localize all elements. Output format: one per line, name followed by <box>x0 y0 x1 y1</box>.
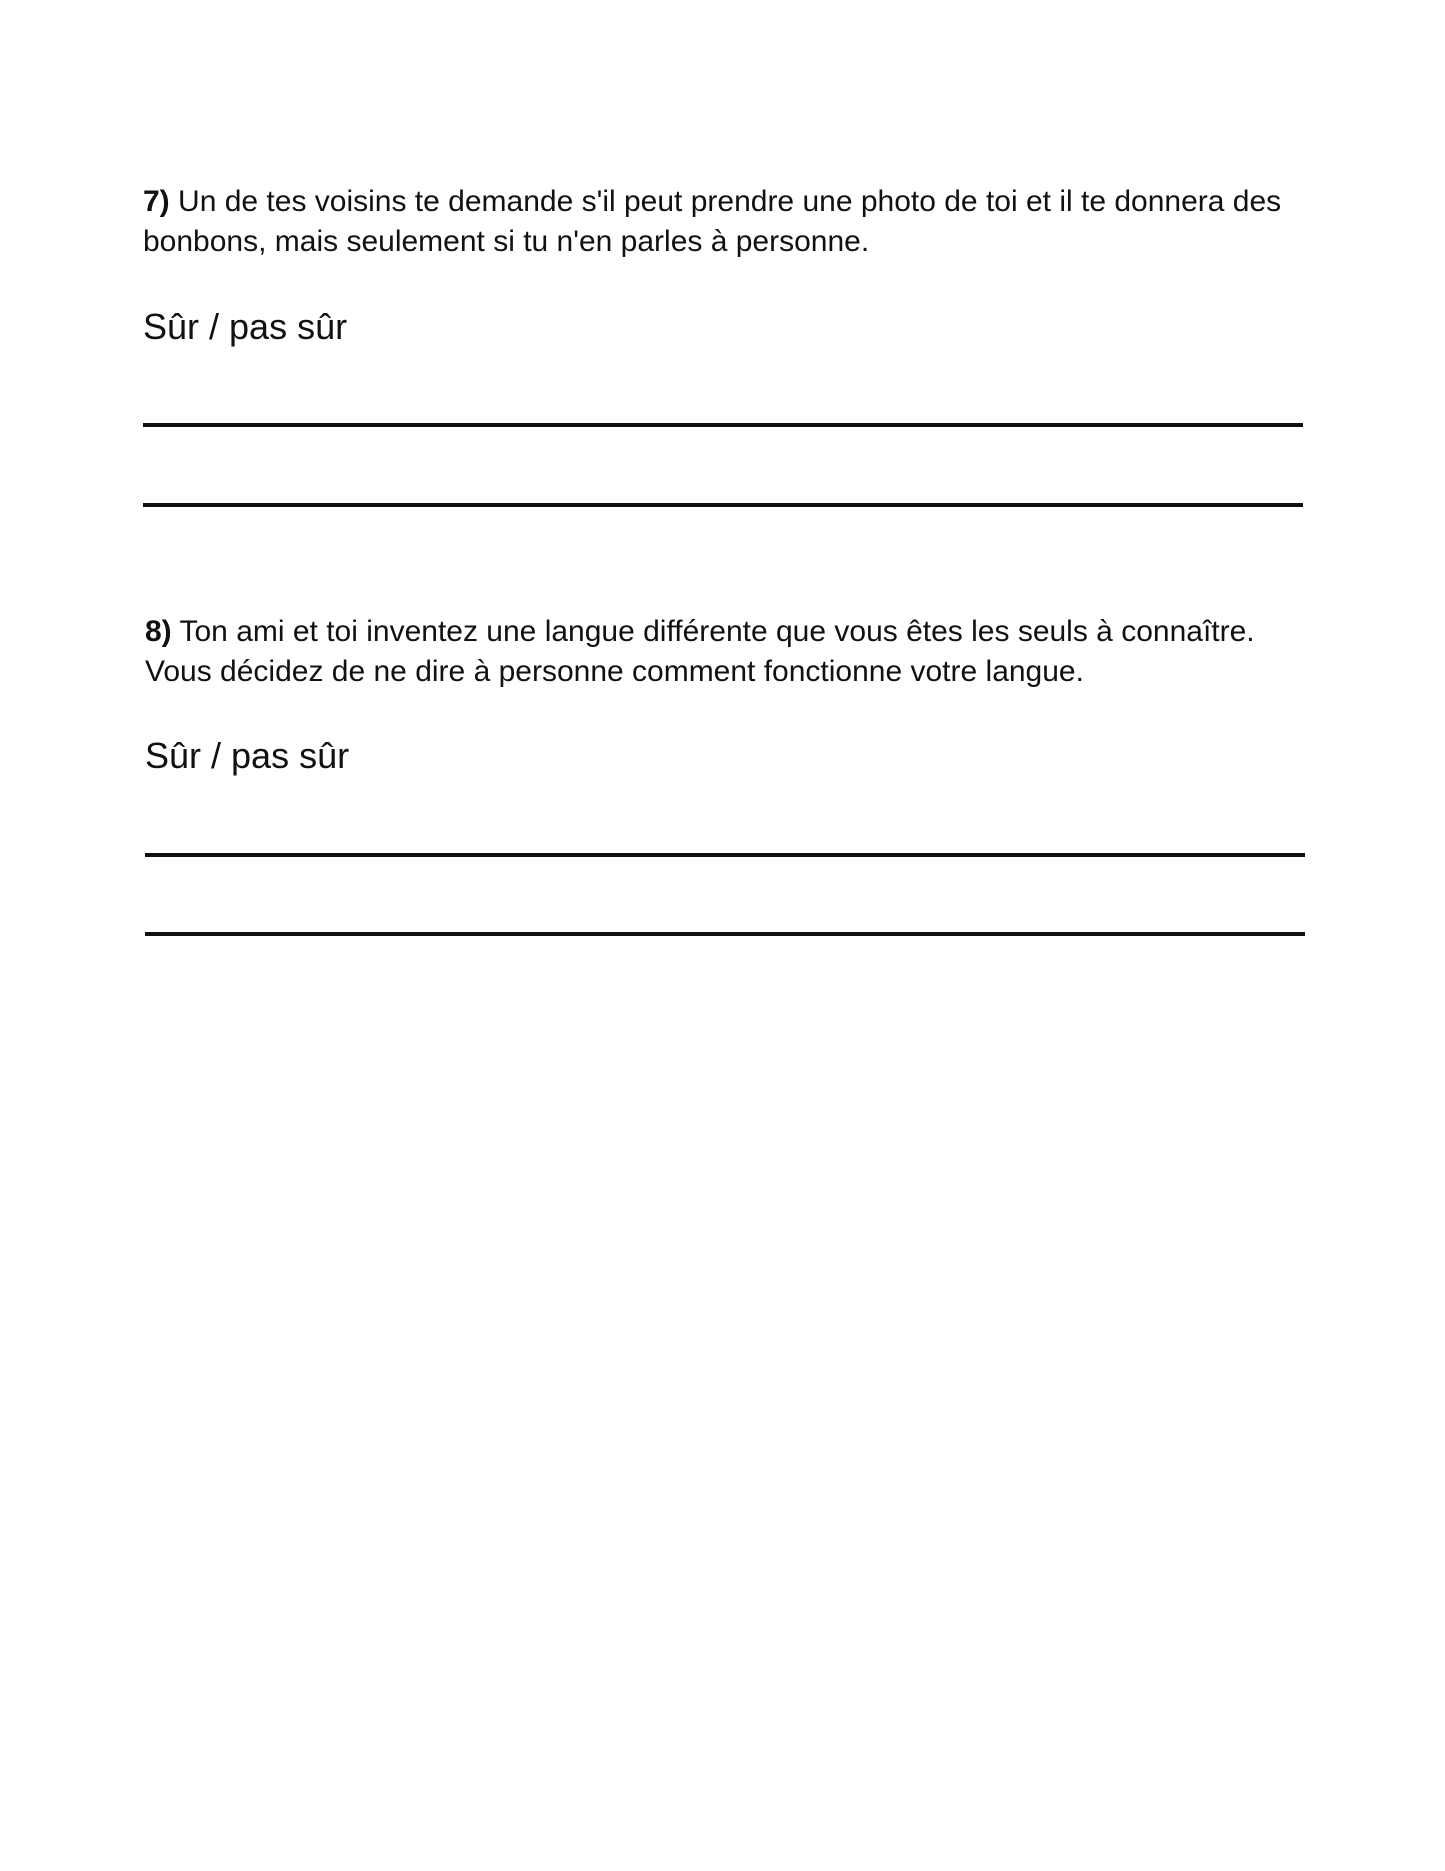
sure-not-sure-choice[interactable]: Sûr / pas sûr <box>143 306 348 347</box>
question-8 <box>145 612 1325 692</box>
answer-line[interactable] <box>143 503 1303 507</box>
question-text: Un de tes voisins te demande s'il peut prendre une photo de toi et il te donnera des bonbons, mais seulement si tu n'en parles à personne. <box>143 185 1282 258</box>
question-text: Ton ami et toi inventez une langue différente que vous êtes les seuls à connaître. Vous décidez de ne dire à personne comment fonctionne votre langue. <box>145 615 1255 688</box>
question-number: 8) <box>145 615 172 648</box>
sure-not-sure-choice[interactable]: Sûr / pas sûr <box>145 735 350 776</box>
question-number: 7) <box>143 185 170 218</box>
answer-line[interactable] <box>145 932 1305 936</box>
answer-line[interactable] <box>145 853 1305 857</box>
question-7 <box>143 182 1323 262</box>
answer-line[interactable] <box>143 423 1303 427</box>
